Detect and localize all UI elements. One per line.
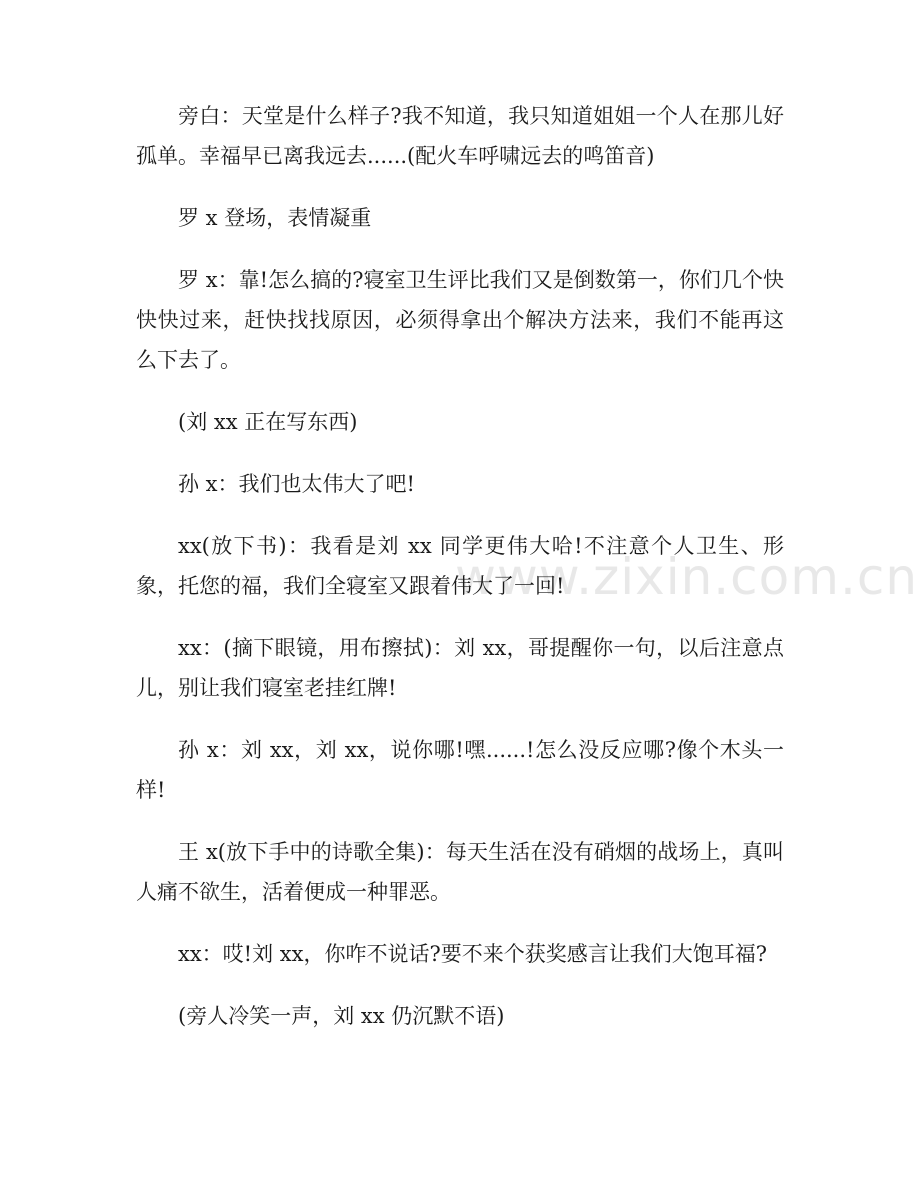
- paragraph-stage-direction: 罗 x 登场，表情凝重: [178, 206, 372, 230]
- paragraph-stage-direction: (刘 xx 正在写东西): [178, 410, 358, 434]
- paragraph-dialogue: 罗 x：靠!怎么搞的?寝室卫生评比我们又是倒数第一，你们几个快快快过来，赶快找找原因，必须得拿出个解决方法来，我们不能再这么下去了。: [136, 268, 784, 372]
- watermark: www.zixin.com.cn: [455, 548, 919, 606]
- paragraph-dialogue: 孙 x：刘 xx，刘 xx，说你哪!嘿......!怎么没反应哪?像个木头一样!: [136, 738, 784, 802]
- paragraph-stage-direction: (旁人冷笑一声，刘 xx 仍沉默不语): [178, 1004, 505, 1028]
- paragraph-dialogue: 王 x(放下手中的诗歌全集)：每天生活在没有硝烟的战场上，真叫人痛不欲生，活着便成一种罪恶。: [136, 840, 784, 904]
- script-body: [136, 96, 784, 1058]
- paragraph-narration: 旁白：天堂是什么样子?我不知道，我只知道姐姐一个人在那儿好孤单。幸福早已离我远去......(配火车呼啸远去的鸣笛音): [136, 104, 784, 168]
- paragraph-dialogue: xx：(摘下眼镜，用布擦拭)：刘 xx，哥提醒你一句，以后注意点儿，别让我们寝室老挂红牌!: [136, 636, 784, 700]
- paragraph-dialogue: xx(放下书)：我看是刘 xx 同学更伟大哈!不注意个人卫生、形象，托您的福，我们全寝室又跟着伟大了一回!: [136, 534, 784, 598]
- paragraph-dialogue: xx：哎!刘 xx，你咋不说话?要不来个获奖感言让我们大饱耳福?: [178, 942, 768, 966]
- paragraph-dialogue: 孙 x：我们也太伟大了吧!: [178, 472, 415, 496]
